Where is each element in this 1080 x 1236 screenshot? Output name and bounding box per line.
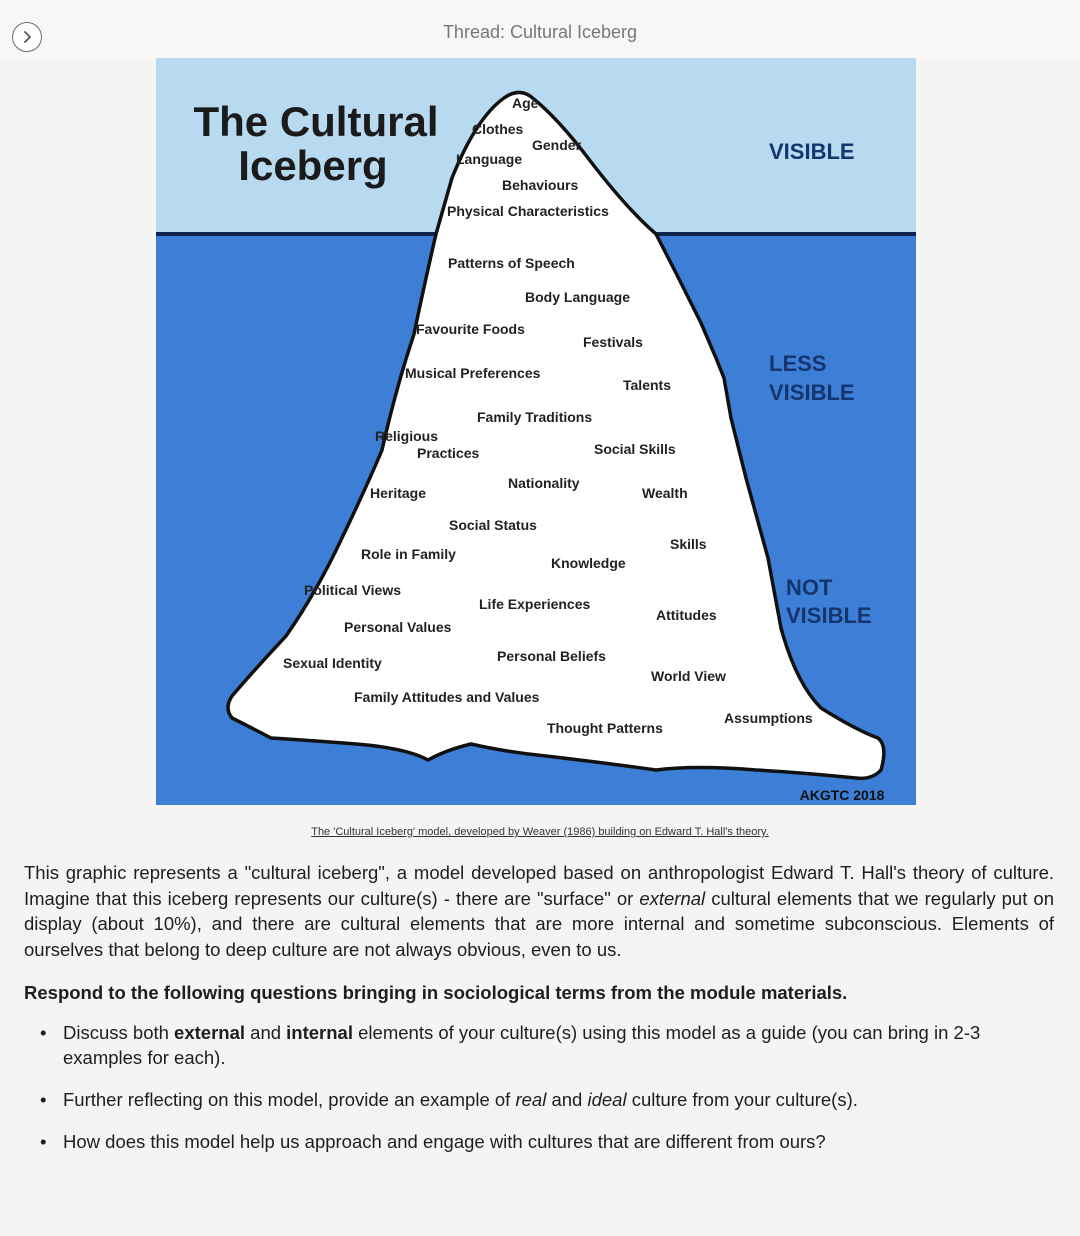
submerged-label: Favourite Foods [416,321,525,337]
cultural-iceberg-graphic [156,58,916,805]
intro-paragraph: This graphic represents a "cultural iceberg", a model developed based on anthropologist Edward T. Hall's theory of culture. Imagine that this iceberg represents our culture(s) - there are "surface" or external cultural elements that we regularly put on display (about 10%), and there are cultural elements that are more internal and sometime subconscious. Elements of ourselves that belong to deep culture are not always obvious, even to us. [24,862,1054,960]
tip-label: Language [456,151,523,167]
tip-label: Behaviours [502,177,579,193]
submerged-label: Attitudes [656,607,717,623]
tip-label: Physical Characteristics [447,203,609,219]
submerged-label: Family Traditions [477,409,593,425]
submerged-label: Practices [417,445,480,461]
question-item: • Discuss both external and internal elements of your culture(s) using this model as a guide (you can bring in 2-3 examples for each). [24,1020,1054,1070]
submerged-label: Thought Patterns [547,720,663,736]
submerged-label: Knowledge [551,555,626,571]
thread-body [24,860,1054,1171]
submerged-label: Skills [670,536,707,552]
image-caption-link[interactable]: The 'Cultural Iceberg' model, developed by Weaver (1986) building on Edward T. Hall's theory. [311,826,769,838]
submerged-label: World View [651,668,726,684]
submerged-label: Social Skills [594,441,676,457]
question-item: • How does this model help us approach and engage with cultures that are different from ours? [24,1129,1054,1154]
iceberg-title-line1: The Cultural [193,98,439,145]
submerged-label: Personal Beliefs [497,648,606,664]
question-list [24,1020,1054,1154]
submerged-label: Life Experiences [479,596,591,612]
zone-label-not-visible-1: NOT [786,575,833,600]
submerged-label: Role in Family [361,546,456,562]
submerged-label: Assumptions [724,710,813,726]
zone-label-less-visible-2: VISIBLE [769,380,855,405]
submerged-label: Personal Values [344,619,452,635]
zone-label-visible: VISIBLE [769,139,855,164]
iceberg-title-line2: Iceberg [238,142,388,189]
zone-label-less-visible-1: LESS [769,351,827,376]
submerged-label: Political Views [304,582,402,598]
thread-title: Thread: Cultural Iceberg [442,22,638,42]
submerged-label: Heritage [370,485,427,501]
submerged-label: Talents [623,377,671,393]
submerged-label: Sexual Identity [283,655,382,671]
question-item: • Further reflecting on this model, provide an example of real and ideal culture from your culture(s). [24,1087,1054,1112]
submerged-label: Patterns of Speech [448,255,575,271]
submerged-label: Social Status [449,517,537,533]
tip-label: Age [512,95,539,111]
submerged-label: Nationality [508,475,580,491]
zone-label-not-visible-2: VISIBLE [786,603,872,628]
tip-label: Clothes [472,121,524,137]
iceberg-credit: AKGTC 2018 [799,787,885,803]
title-bar [0,0,1080,60]
submerged-label: Family Attitudes and Values [354,689,540,705]
submerged-label: Religious [375,428,439,444]
submerged-label: Musical Preferences [405,365,541,381]
tip-label: Gender [532,137,582,153]
submerged-label: Wealth [642,485,688,501]
submerged-label: Festivals [583,334,643,350]
submerged-label: Body Language [525,289,631,305]
respond-heading: Respond to the following questions bringing in sociological terms from the module materials. [24,982,848,1003]
